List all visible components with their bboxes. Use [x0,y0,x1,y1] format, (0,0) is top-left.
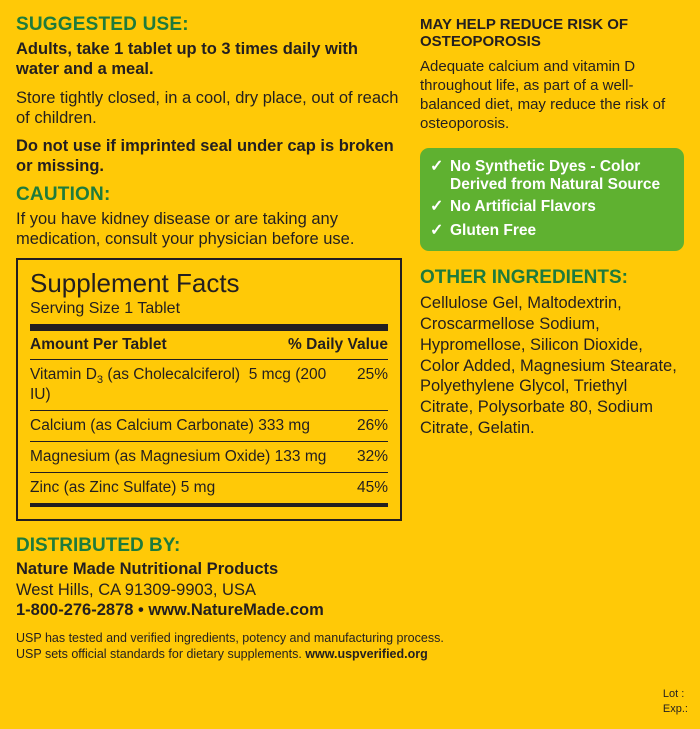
usp-line-2-text: USP sets official standards for dietary supplements. [16,647,306,662]
lot-label: Lot : [662,688,685,701]
lot-expiry-block [663,687,688,717]
suggested-use-storage: Store tightly closed, in a cool, dry place, out of reach of children. [16,88,399,127]
caution-heading: CAUTION: [16,184,111,206]
nutrient-daily-value: 26% [356,416,388,434]
list-item [430,158,672,194]
suggested-use-seal-warning: Do not use if imprinted seal under cap is broken or missing. [16,136,394,175]
left-column [16,14,402,521]
nutrient-name: Magnesium (as Magnesium Oxide) 133 mg [30,447,327,465]
claim-label: No Synthetic Dyes - Color Derived from Natural Source [450,157,661,193]
suggested-use-heading: SUGGESTED USE: [16,14,189,35]
suggested-use-section [16,14,402,176]
table-row [30,359,388,410]
company-address: West Hills, CA 91309-9903, USA [16,580,256,599]
column-header-daily-value: % Daily Value [288,335,388,353]
nutrient-name: Calcium (as Calcium Carbonate) 333 mg [30,416,310,434]
usp-line-2 [16,646,684,662]
label-columns [16,14,684,521]
check-icon: ✓ [430,198,444,216]
check-icon: ✓ [430,221,444,239]
table-row [30,472,388,503]
nutrient-daily-value: 32% [356,447,388,465]
distributed-by-heading: DISTRIBUTED BY: [16,534,181,556]
nutrient-name: Zinc (as Zinc Sulfate) 5 mg [30,478,216,496]
nutrient-daily-value: 25% [356,365,388,383]
other-ingredients-text: Cellulose Gel, Maltodextrin, Croscarmellose Sodium, Hypromellose, Silicon Dioxide, Color Added, Magnesium Stearate, Polyethylene Glycol, Triethyl Citrate, Polysorbate 80, Sodium Citrate, Gelatin. [420,294,677,437]
supplement-facts-title: Supplement Facts [30,267,240,298]
exp-label: Exp.: [662,703,688,716]
nutrient-daily-value: 45% [356,478,388,496]
company-name: Nature Made Nutritional Products [16,559,279,578]
divider-thick [30,324,388,331]
serving-size: Serving Size 1 Tablet [30,299,181,317]
company-contact[interactable]: 1-800-276-2878 • www.NatureMade.com [16,601,324,620]
list-item [430,222,672,240]
osteoporosis-claim-body: Adequate calcium and vitamin D throughout life, as part of a well-balanced diet, may reduce the risk of osteoporosis. [420,57,666,133]
caution-text: If you have kidney disease or are taking any medication, consult your physician before use. [16,210,355,249]
usp-line-1: USP has tested and verified ingredients, potency and manufacturing process. [16,630,444,645]
claim-label: No Artificial Flavors [450,198,596,216]
claim-label: Gluten Free [450,221,537,239]
supplement-facts-panel [16,258,402,521]
usp-website-link[interactable]: www.uspverified.org [305,647,428,662]
divider-bottom [30,503,388,507]
column-header-amount: Amount Per Tablet [30,335,167,353]
supplement-facts-header-row [30,331,388,359]
claims-box [420,148,684,252]
usp-verification-note [16,630,684,663]
osteoporosis-claim-title: MAY HELP REDUCE RISK OF OSTEOPOROSIS [420,16,629,51]
table-row [30,410,388,441]
check-icon: ✓ [430,157,444,175]
right-column [420,14,684,439]
nutrient-name: Vitamin $D_3$ (as Cholecalciferol) 5 mcg (200 IU) [30,365,327,403]
table-row [30,441,388,472]
suggested-use-dosage: Adults, take 1 tablet up to 3 times daily with water and a meal. [16,40,358,79]
list-item [430,198,672,216]
distributed-by-section [16,535,684,662]
caution-section [16,184,402,250]
other-ingredients-heading: OTHER INGREDIENTS: [420,267,628,289]
